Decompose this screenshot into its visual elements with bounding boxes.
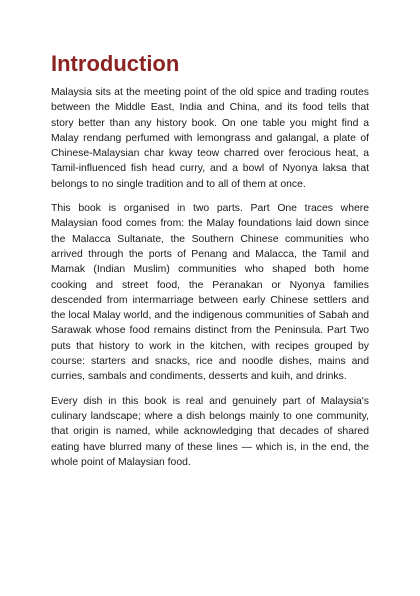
paragraph-authenticity: Every dish in this book is real and genuinely part of Malaysia's culinary landscape; where a dish belongs mainly to one community, that origin is named, while acknowledging that decades of shared eating have blurred many of these lines — which is, in the end, the whole point of Malaysian food. [51,395,369,468]
page-content [51,50,369,479]
paragraph-book-structure: This book is organised in two parts. Part One traces where Malaysian food comes from: the Malay foundations laid down since the Malacca Sultanate, the Southern Chinese communities who arrived through the ports of Penang and Malacca, the Tamil and Mamak (Indian Muslim) communities who shaped both home cooking and street food, the Peranakan or Nyonya families descended from intermarriage between early Chinese settlers and the local Malay world, and the indigenous communities of Sabah and Sarawak whose food remains distinct from the Peninsula. Part Two puts that history to work in the kitchen, with recipes grouped by course: starters and snacks, rice and noodle dishes, mains and curries, sambals and condiments, desserts and kuih, and drinks. [51,203,369,383]
page-title: Introduction [51,51,180,76]
paragraph-intro: Malaysia sits at the meeting point of the old spice and trading routes between the Middle East, India and China, and its food tells that story better than any history book. On one table you might find a Malay rendang perfumed with lemongrass and galangal, a plate of Chinese-Malaysian char kway teow charred over ferocious heat, a Tamil-influenced fish head curry, and a bowl of Nyonya laksa that belongs to no single tradition and to all of them at once. [51,87,369,190]
